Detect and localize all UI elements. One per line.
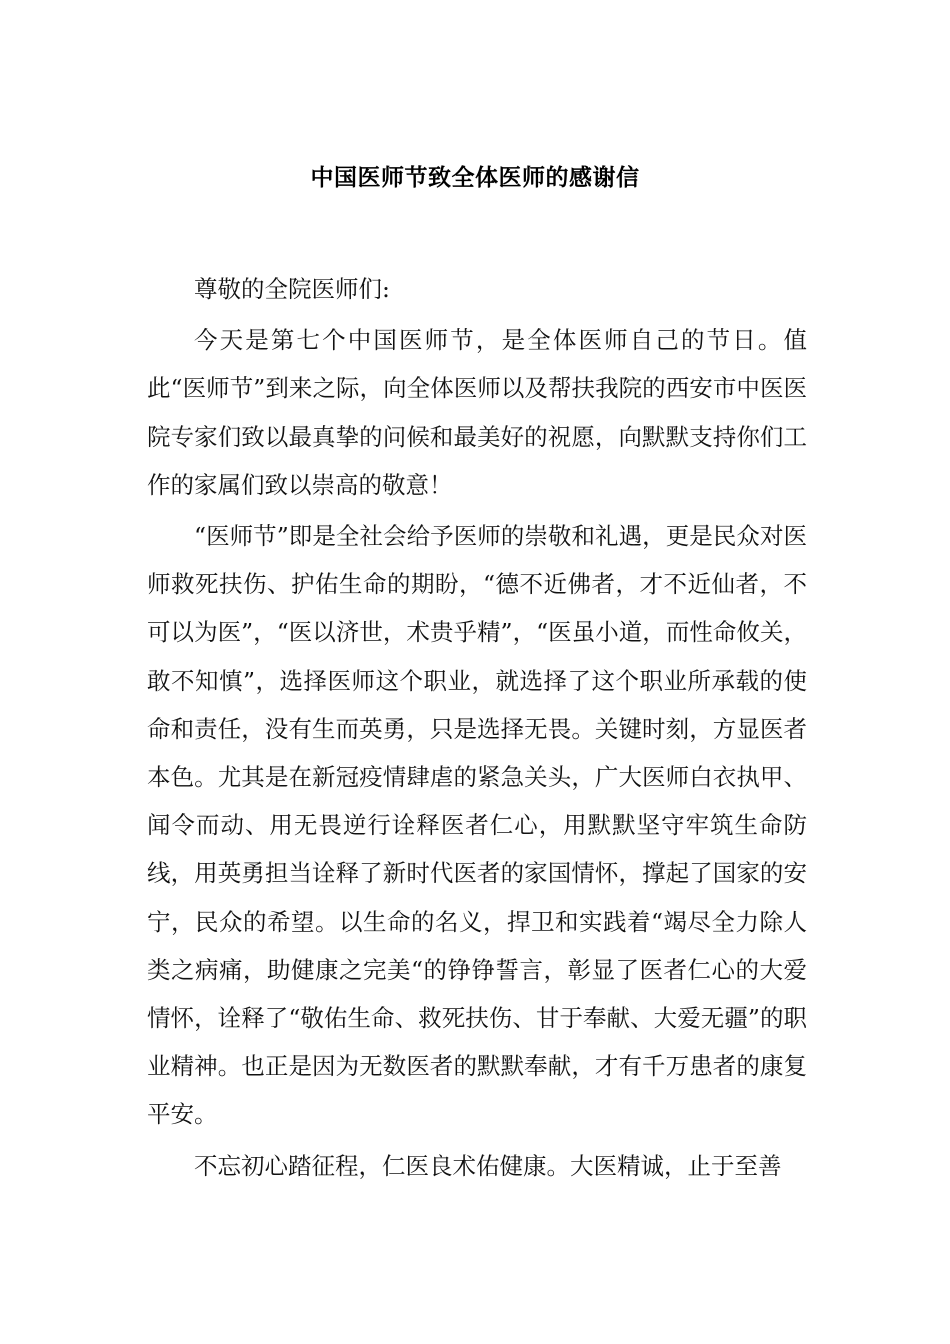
- paragraph-3: 不忘初心踏征程，仁医良术佑健康。大医精诚，止于至善: [194, 1151, 782, 1180]
- page-title: 中国医师节致全体医师的感谢信: [310, 164, 640, 191]
- paragraph-1: 今天是第七个中国医师节，是全体医师自己的节日。值此“医师节”到来之际，向全体医师以及帮扶我院的西安市中医医院专家们致以最真挚的问候和最美好的祝愿，向默默支持你们工作的家属们致以崇高的敬意！: [147, 326, 807, 499]
- letter-body: [147, 265, 807, 1190]
- paragraph-2: “医师节”即是全社会给予医师的崇敬和礼遇，更是民众对医师救死扶伤、护佑生命的期盼，“德不近佛者，才不近仙者，不可以为医”，“医以济世，术贵乎精”，“医虽小道，而性命攸关，敢不知慎”，选择医师这个职业，就选择了这个职业所承载的使命和责任，没有生而英勇，只是选择无畏。关键时刻，方显医者本色。尤其是在新冠疫情肆虐的紧急关头，广大医师白衣执甲、闻令而动、用无畏逆行诠释医者仁心，用默默坚守牢筑生命防线，用英勇担当诠释了新时代医者的家国情怀，撑起了国家的安宁，民众的希望。以生命的名义，捍卫和实践着“竭尽全力除人类之病痛，助健康之完美“的铮铮誓言，彰显了医者仁心的大爱情怀，诠释了“敬佑生命、救死扶伤、甘于奉献、大爱无疆”的职业精神。也正是因为无数医者的默默奉献，才有千万患者的康复平安。: [147, 522, 807, 1129]
- salutation: 尊敬的全院医师们:: [194, 275, 390, 303]
